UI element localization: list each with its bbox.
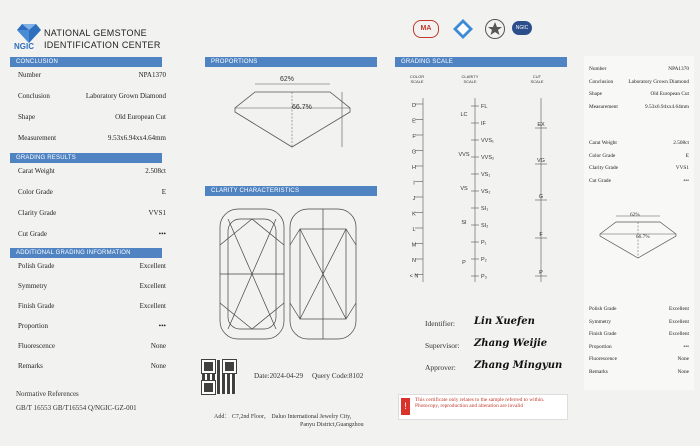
- row-label: Color Grade: [18, 188, 53, 196]
- row-value: Laboratory Grown Diamond: [85, 92, 166, 100]
- cut-grade-label: F: [539, 232, 543, 238]
- row-label: Conclusion: [589, 78, 614, 85]
- ngic-cert-logo: NGIC: [512, 21, 532, 35]
- row-label: Clarity Grade: [589, 165, 618, 171]
- color-scale-header: SCALE: [410, 79, 424, 84]
- row-label: Shape: [589, 91, 602, 97]
- diamond-icon: [16, 22, 42, 44]
- table-percent: 62%: [280, 76, 295, 83]
- row-value: None: [150, 362, 166, 370]
- row-value: Laboratory Grown Diamond: [628, 78, 689, 85]
- clarity-grade-label: P₁: [481, 240, 487, 246]
- row-label: Fluorescence: [589, 356, 617, 362]
- clarity-group-label: VS: [460, 186, 468, 192]
- row-value: Old European Cut: [115, 113, 166, 121]
- row-value: NPA1370: [668, 66, 689, 72]
- row-label: Remarks: [18, 362, 43, 370]
- color-grade-label: E: [412, 118, 416, 125]
- signature-role: Identifier:: [425, 319, 455, 328]
- row-value: NPA1370: [138, 71, 166, 79]
- color-grade-label: < N: [409, 273, 419, 280]
- row-value: None: [677, 368, 689, 375]
- row-label: Conclusion: [18, 92, 50, 100]
- color-grade-label: K: [412, 211, 416, 218]
- row-label: Color Grade: [589, 152, 616, 159]
- summary-table-percent: 62%: [630, 212, 640, 218]
- diamond-cert-icon: [452, 18, 474, 40]
- proportions-bar: PROPORTIONS: [205, 57, 377, 67]
- clarity-scale-header: CLARITY: [461, 74, 479, 79]
- clarity-group-label: VVS: [458, 152, 470, 158]
- notice-box: [398, 394, 568, 420]
- grading-results-bar: GRADING RESULTS: [10, 153, 162, 163]
- row-label: Symmetry: [18, 282, 48, 290]
- row-value: VVS1: [148, 209, 166, 217]
- cut-scale-header: CUT: [532, 74, 542, 79]
- clarity-diagram: [218, 205, 368, 345]
- clarity-scale-header: SCALE: [463, 79, 477, 84]
- issue-date: Date:2024-04-29: [254, 372, 304, 380]
- cut-scale-header: SCALE: [530, 79, 544, 84]
- warning-icon: !: [401, 398, 410, 415]
- clarity-group-label: LC: [460, 112, 468, 118]
- row-value: 9.53x6.94xx4.64mm: [107, 134, 166, 142]
- star-cert-icon: [484, 18, 506, 40]
- qr-code: [202, 360, 236, 394]
- clarity-group-label: SI: [461, 220, 467, 226]
- row-label: Carat Weight: [589, 140, 617, 146]
- row-value: Excellent: [139, 302, 166, 310]
- clarity-grade-label: P₃: [481, 274, 487, 280]
- clarity-grade-label: P₂: [481, 257, 487, 263]
- row-label: Shape: [18, 113, 36, 121]
- row-value: Old European Cut: [650, 91, 689, 97]
- clarity-group-label: P: [462, 260, 466, 266]
- row-label: Number: [589, 66, 607, 72]
- row-label: Carat Weight: [18, 167, 55, 175]
- row-value: E: [161, 188, 166, 196]
- row-label: Clarity Grade: [18, 209, 57, 217]
- row-value: Excellent: [139, 262, 166, 270]
- clarity-grade-label: SI₁: [481, 206, 489, 212]
- clarity-grade-label: VVS₂: [481, 155, 495, 161]
- clarity-grade-label: SI₂: [481, 223, 489, 229]
- row-value: •••: [683, 343, 689, 350]
- signature-role: Supervisor:: [425, 341, 460, 350]
- clarity-grade-label: VS₁: [481, 172, 491, 178]
- signature-name: Zhang Mingyun: [474, 360, 563, 371]
- row-value: 2.508ct: [673, 140, 689, 146]
- row-label: Proportion: [18, 322, 48, 330]
- query-code: Query Code:8102: [312, 372, 364, 380]
- clarity-characteristics-bar: CLARITY CHARACTERISTICS: [205, 186, 377, 196]
- row-value: 9.53x6.94xx4.64mm: [645, 103, 689, 110]
- row-value: None: [150, 342, 166, 350]
- row-value: Excellent: [668, 331, 689, 337]
- normative-refs: GB/T 16553 GB/T16554 Q/NGIC-GZ-001: [16, 404, 137, 412]
- row-label: Measurement: [18, 134, 57, 142]
- color-grade-label: D: [412, 103, 416, 109]
- clarity-grade-label: FL: [481, 104, 488, 110]
- row-value: Excellent: [139, 282, 166, 290]
- depth-percent: 66.7%: [292, 104, 312, 111]
- color-grade-label: J: [412, 196, 416, 202]
- address-line1: Add： C7,2nd Floor， Daluo International Jewelry City,: [214, 414, 352, 420]
- row-label: Proportion: [589, 343, 612, 350]
- row-label: Polish Grade: [18, 262, 55, 270]
- row-label: Cut Grade: [589, 177, 611, 184]
- cut-grade-label: G: [538, 194, 544, 200]
- grading-scale-chart: [395, 68, 567, 286]
- org-name-line2: IDENTIFICATION CENTER: [44, 40, 161, 50]
- clarity-grade-label: VS₂: [481, 189, 491, 195]
- row-value: Excellent: [668, 306, 689, 312]
- row-label: Fluorescence: [18, 342, 55, 350]
- row-value: •••: [158, 322, 166, 330]
- row-value: VVS1: [675, 165, 689, 171]
- clarity-grade-label: VVS₁: [481, 138, 494, 144]
- row-value: 2.508ct: [145, 167, 166, 175]
- cut-grade-label: EX: [537, 122, 545, 128]
- color-grade-label: F: [412, 134, 416, 140]
- signature-name: Zhang Weijie: [474, 338, 548, 349]
- logo-text: NGIC: [14, 42, 34, 51]
- row-label: Finish Grade: [18, 302, 55, 310]
- row-label: Number: [18, 71, 41, 79]
- row-label: Polish Grade: [589, 306, 617, 312]
- normative-title: Normative References: [16, 390, 79, 398]
- cut-grade-label: VG: [537, 158, 545, 164]
- color-grade-label: N: [412, 258, 416, 264]
- color-grade-label: I: [413, 180, 415, 187]
- color-grade-label: L: [412, 227, 416, 233]
- conclusion-bar: CONCLUSION: [10, 57, 162, 67]
- additional-grading-bar: ADDITIONAL GRADING INFORMATION: [10, 248, 162, 258]
- color-grade-label: M: [411, 242, 417, 249]
- row-label: Finish Grade: [589, 331, 617, 337]
- cut-grade-label: P: [539, 270, 543, 276]
- notice-text: This certificate only relates to the sample referred to within. Photocopy, reproduction and alteration are invalid: [415, 397, 545, 410]
- row-label: Symmetry: [589, 318, 612, 325]
- proportions-diagram: [220, 72, 365, 152]
- row-value: E: [685, 152, 689, 159]
- color-scale-header: COLOR: [409, 74, 425, 79]
- address-line2: Panyu District,Guangzhou: [300, 422, 364, 428]
- row-label: Remarks: [589, 368, 608, 375]
- grading-scale-bar: GRADING SCALE: [395, 57, 567, 67]
- summary-depth-percent: 66.7%: [636, 234, 650, 240]
- color-grade-label: G: [411, 149, 417, 156]
- row-label: Cut Grade: [18, 230, 47, 238]
- color-grade-label: H: [412, 165, 416, 171]
- row-value: •••: [683, 177, 689, 184]
- signature-name: Lin Xuefen: [474, 316, 535, 327]
- signature-role: Approver:: [425, 363, 456, 372]
- row-value: None: [677, 356, 689, 362]
- row-value: Excellent: [668, 318, 689, 325]
- row-value: •••: [158, 230, 166, 238]
- org-name-line1: NATIONAL GEMSTONE: [44, 28, 147, 38]
- cma-logo: MA: [413, 20, 439, 38]
- row-label: Measurement: [589, 103, 618, 110]
- clarity-grade-label: IF: [481, 121, 486, 127]
